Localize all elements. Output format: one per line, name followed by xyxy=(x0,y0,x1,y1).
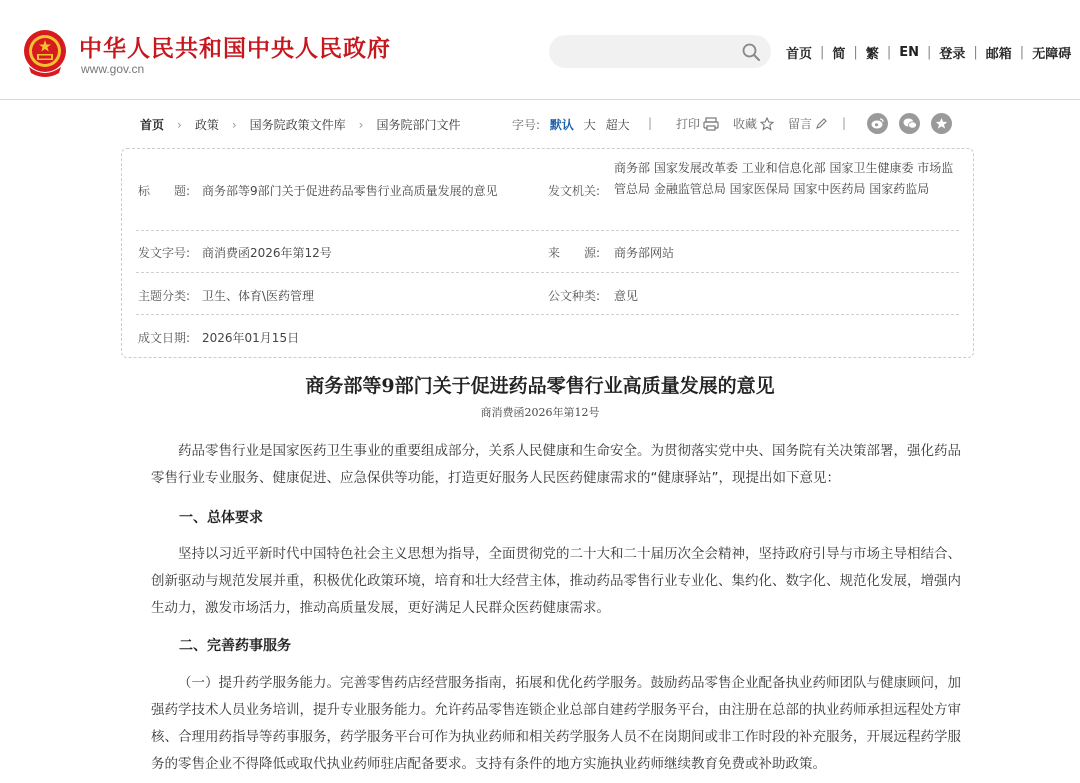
breadcrumb-department-docs[interactable]: 国务院部门文件 xyxy=(376,118,461,132)
nav-separator: | xyxy=(926,45,932,60)
national-emblem-icon[interactable] xyxy=(23,29,67,77)
comment-button[interactable] xyxy=(788,115,827,132)
font-size-large[interactable]: 大 xyxy=(583,118,596,132)
info-row-title xyxy=(136,149,959,231)
section-heading-general: 一、总体要求 xyxy=(179,510,263,526)
breadcrumb-policy-library[interactable]: 国务院政策文件库 xyxy=(249,118,346,132)
nav-separator: | xyxy=(886,45,892,60)
title-value: 商务部等9部门关于促进药品零售行业高质量发展的意见 xyxy=(202,184,498,198)
favorite-button[interactable] xyxy=(733,115,774,132)
nav-separator: | xyxy=(1019,45,1025,60)
nav-login-link[interactable]: 登录 xyxy=(939,47,966,62)
info-row-docno xyxy=(136,231,959,273)
issuer-value: 商务部 国家发展改革委 工业和信息化部 国家卫生健康委 市场监管总局 金融监管总局 国家医保局 国家中医药局 国家药监局 xyxy=(614,161,954,196)
site-url[interactable]: www.gov.cn xyxy=(81,62,145,76)
source-value: 商务部网站 xyxy=(614,246,675,260)
search-icon[interactable] xyxy=(741,42,761,62)
nav-separator: | xyxy=(973,45,978,60)
chevron-right-icon: › xyxy=(177,117,182,132)
nav-accessibility-link[interactable]: 无障碍 xyxy=(1032,47,1072,62)
toolbar-divider: | xyxy=(842,116,847,130)
font-size-xlarge[interactable]: 超大 xyxy=(605,118,630,132)
comment-label: 留言 xyxy=(788,117,813,131)
nav-traditional-link[interactable]: 繁 xyxy=(865,47,879,62)
print-label: 打印 xyxy=(676,117,701,131)
qzone-icon[interactable] xyxy=(931,113,952,134)
nav-separator: | xyxy=(820,45,825,60)
weibo-icon[interactable] xyxy=(867,113,888,134)
article-paragraph-pharmacy-service: （一）提升药学服务能力。完善零售药店经营服务指南，拓展和优化药学服务。鼓励药品零售企业配备执业药师团队与健康顾问，加强药学技术人员业务培训，提升专业服务能力。允许药品零售连锁企业总部自建药学服务平台，由注册在总部的执业药师承担远程处方审核、合理用药指导等药事服务，药学服务平台可作为执业药师和相关药学服务人员不在岗期间或非工作时段的补充服务，开展远程药学服务的零售企业不得降低或取代执业药师驻店配备要求。支持有条件的地方实施执业药师继续教育免费或补助政策。 xyxy=(151,675,961,772)
page-tools xyxy=(676,115,841,132)
nav-home-link[interactable]: 首页 xyxy=(786,47,813,62)
category-value: 卫生、体育\医药管理 xyxy=(202,289,315,303)
breadcrumb-toolbar xyxy=(0,113,1080,135)
doc-type-value: 意见 xyxy=(614,289,639,303)
favorite-label: 收藏 xyxy=(733,117,758,131)
title-label: 标 题: xyxy=(138,184,191,198)
printer-icon xyxy=(703,117,719,131)
chevron-right-icon: › xyxy=(358,117,364,132)
search-box[interactable] xyxy=(549,35,771,68)
doc-no-label: 发文字号: xyxy=(138,246,191,260)
source-label: 来 源: xyxy=(548,246,601,260)
print-button[interactable] xyxy=(676,115,719,132)
date-value: 2026年01月15日 xyxy=(202,331,300,345)
nav-mail-link[interactable]: 邮箱 xyxy=(985,47,1012,62)
breadcrumb-home[interactable]: 首页 xyxy=(140,118,165,132)
category-label: 主题分类: xyxy=(138,289,191,303)
info-row-category xyxy=(136,273,959,315)
doc-type-label: 公文种类: xyxy=(548,289,601,303)
article-paragraph-general: 坚持以习近平新时代中国特色社会主义思想为指导，全面贯彻党的二十大和二十届历次全会精神，坚持政府引导与市场主导相结合、创新驱动与规范发展并重，积极优化政策环境，培育和壮大经营主体，推动药品零售行业专业化、集约化、数字化、规范化发展，增强内生动力，激发市场活力，推动高质量发展，更好满足人民群众医药健康需求。 xyxy=(151,546,961,616)
breadcrumb-policy[interactable]: 政策 xyxy=(194,118,219,132)
nav-simplified-link[interactable]: 简 xyxy=(832,47,846,62)
article-intro-paragraph: 药品零售行业是国家医药卫生事业的重要组成部分，关系人民健康和生命安全。为贯彻落实党中央、国务院有关决策部署，强化药品零售行业专业服务、健康促进、应急保供等功能，打造更好服务人民医药健康需求的“健康驿站”，现提出如下意见： xyxy=(151,443,961,486)
issuer-label: 发文机关: xyxy=(548,184,601,198)
toolbar-divider: | xyxy=(648,116,653,130)
article-title: 商务部等9部门关于促进药品零售行业高质量发展的意见 xyxy=(305,375,775,397)
top-nav xyxy=(786,43,1071,62)
font-size-default[interactable]: 默认 xyxy=(549,118,574,132)
nav-separator: | xyxy=(853,45,858,60)
site-title[interactable]: 中华人民共和国中央人民政府 xyxy=(79,36,391,62)
info-row-date xyxy=(136,315,959,357)
date-label: 成文日期: xyxy=(138,331,191,345)
wechat-icon[interactable] xyxy=(899,113,920,134)
doc-no-value: 商消费函2026年第12号 xyxy=(202,246,332,260)
star-icon xyxy=(760,117,774,131)
section-heading-pharmacy-service: 二、完善药事服务 xyxy=(179,638,291,654)
breadcrumb xyxy=(140,116,461,133)
document-info-box xyxy=(121,148,974,358)
site-header xyxy=(0,0,1080,100)
pencil-icon xyxy=(815,117,827,130)
font-size-selector xyxy=(512,116,630,133)
chevron-right-icon: › xyxy=(231,117,237,132)
nav-english-link[interactable]: EN xyxy=(899,45,919,60)
search-input[interactable] xyxy=(563,41,733,62)
article-doc-number: 商消费函2026年第12号 xyxy=(480,406,600,419)
font-size-label: 字号: xyxy=(512,118,541,132)
share-icons xyxy=(867,113,963,134)
